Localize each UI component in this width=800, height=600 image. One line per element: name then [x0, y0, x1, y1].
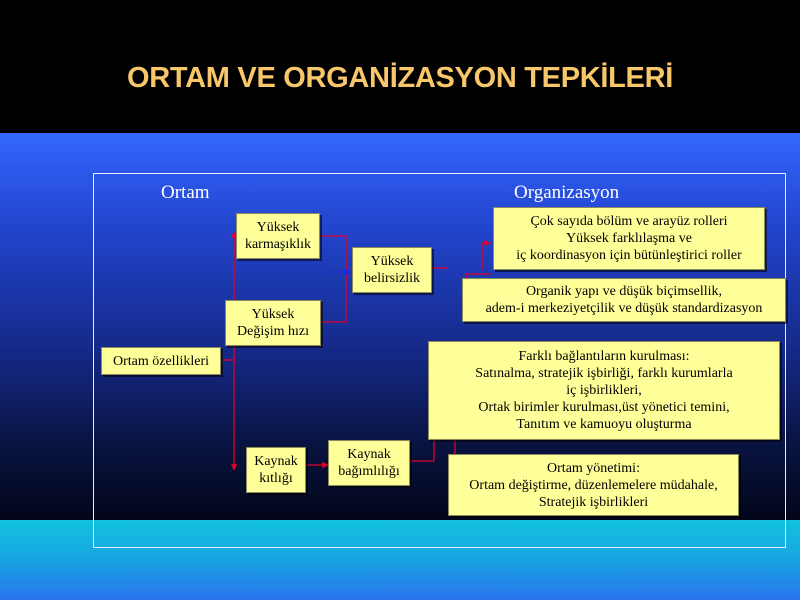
heading-ortam: Ortam [161, 182, 210, 203]
box-line: karmaşıklık [244, 237, 312, 252]
box-line: Yüksek [370, 254, 414, 269]
box-line: Stratejik işbirlikleri [538, 494, 649, 510]
heading-organizasyon: Organizasyon [514, 182, 620, 203]
box-cok-sayida-bolum [493, 207, 765, 270]
box-organik-yapi [462, 278, 786, 322]
box-line: Organik yapı ve düşük biçimsellik, [525, 284, 723, 299]
box-line: Farklı bağlantıların kurulması: [518, 349, 690, 364]
box-line: adem-i merkeziyetçilik ve düşük standardizasyon [485, 301, 763, 316]
box-kaynak-bagimliligi [328, 440, 410, 486]
box-ortam-yonetimi [448, 454, 739, 516]
box-line: belirsizlik [364, 271, 420, 286]
slide-title: ORTAM VE ORGANİZASYON TEPKİLERİ [126, 62, 674, 94]
box-ortam-ozellikleri [101, 347, 221, 375]
box-yuksek-karmasiklik [236, 213, 320, 259]
box-farkli-baglantilar [428, 341, 780, 440]
box-line: Kaynak [254, 454, 298, 469]
box-line: Ortam değiştirme, düzenlemelere müdahale, [469, 477, 718, 493]
box-line: Çok sayıda bölüm ve arayüz rolleri [530, 214, 728, 229]
box-line: Ortam yönetimi: [547, 460, 640, 476]
box-line: Yüksek [251, 307, 295, 322]
box-line: Değişim hızı [237, 324, 309, 339]
box-line: kıtlığı [259, 471, 293, 486]
box-line: Ortak birimler kurulması,üst yönetici temini, [478, 400, 730, 415]
box-line: Yüksek [256, 220, 300, 235]
box-kaynak-kitligi [246, 447, 306, 493]
box-line: Satınalma, stratejik işbirliği, farklı kurumlarla [475, 366, 733, 381]
box-yuksek-degisim [225, 300, 321, 346]
box-line: Yüksek farklılaşma ve [566, 231, 692, 246]
box-line: bağımlılığı [338, 464, 400, 479]
box-yuksek-belirsizlik [352, 247, 432, 293]
box-line: Kaynak [347, 447, 391, 462]
box-line: Tanıtım ve kamuoyu oluşturma [516, 417, 692, 432]
box-line: Ortam özellikleri [112, 353, 210, 369]
box-line: iç koordinasyon için bütünleştirici roller [516, 248, 742, 263]
box-line: iç işbirlikleri, [566, 383, 642, 398]
